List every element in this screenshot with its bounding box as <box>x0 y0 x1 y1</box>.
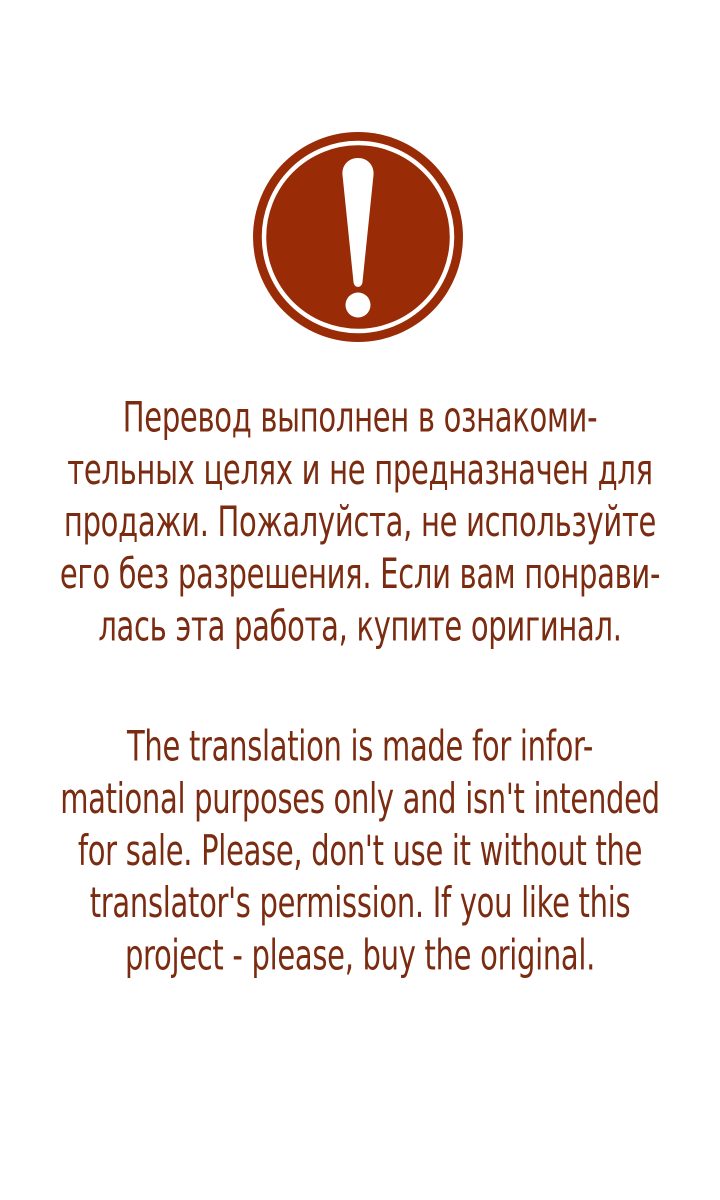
russian-notice-line: продажи. Пожалуйста, не используйте <box>63 496 657 547</box>
exclamation-mark-dot <box>346 293 371 318</box>
russian-notice-block <box>0 391 720 652</box>
russian-notice-line: лась эта работа, купите оригинал. <box>98 601 622 651</box>
russian-notice-line: тельных целях и не предназначен для <box>67 444 653 494</box>
russian-notice-line: Перевод выполнен в ознакоми- <box>122 392 598 442</box>
english-notice-line: project - please, buy the original. <box>124 930 596 980</box>
warning-exclamation-svg <box>252 131 464 343</box>
english-notice-line: mational purposes only and isn't intended <box>60 773 660 823</box>
english-notice-line: for sale. Please, don't use it without the <box>77 825 643 876</box>
warning-exclamation-icon <box>252 131 464 343</box>
russian-notice-line: его без разрешения. Если вам понрави- <box>59 549 661 599</box>
english-notice-block <box>0 720 720 981</box>
english-notice-line: translator's permission. If you like this <box>89 878 631 928</box>
english-notice-line: The translation is made for infor- <box>127 721 593 771</box>
